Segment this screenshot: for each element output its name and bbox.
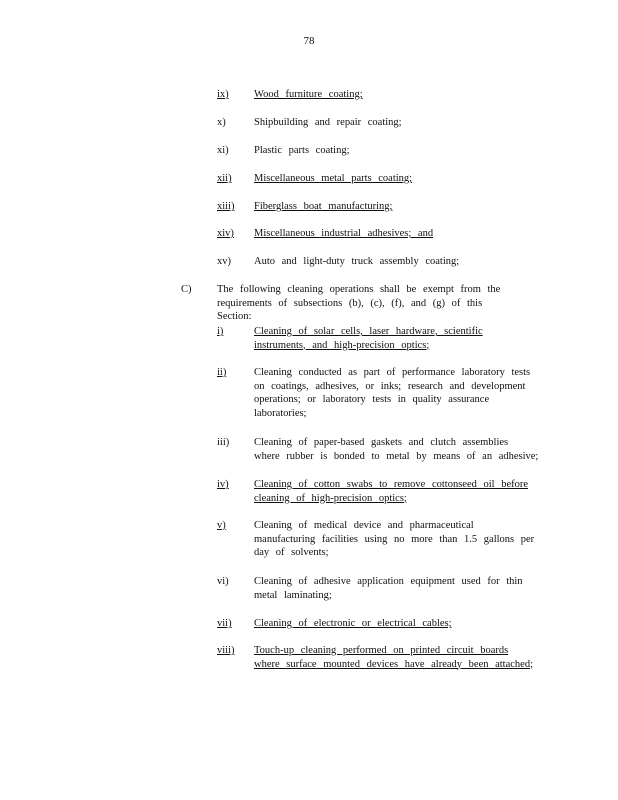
item-text: Fiberglass boat manufacturing; <box>254 201 393 212</box>
item-text: Wood furniture coating; <box>254 89 363 100</box>
item-number: iii) <box>217 437 230 448</box>
item-text: Cleaning of solar cells, laser hardware, scientific instruments, and high-precision optics; <box>254 326 483 351</box>
item-text: Plastic parts coating; <box>254 145 350 156</box>
section-letter: C) <box>181 284 192 295</box>
item-text: Touch-up cleaning performed on printed circuit boards where surface mounted devices have already been attached; <box>254 645 533 670</box>
item-number: iv) <box>217 479 229 490</box>
item-text: Cleaning of paper-based gaskets and clutch assemblies where rubber is bonded to metal by means of an adhesive; <box>254 437 539 462</box>
item-number: xiv) <box>217 228 234 239</box>
item-number: ix) <box>217 89 229 100</box>
item-text: Miscellaneous industrial adhesives; and <box>254 228 434 239</box>
item-number: xiii) <box>217 201 235 212</box>
item-number: x) <box>217 117 226 128</box>
item-text: Cleaning of electronic or electrical cables; <box>254 618 452 629</box>
section-text: The following cleaning operations shall be exempt from the requirements of subsections (b), (c), (f), and (g) of this Section: <box>217 284 501 322</box>
item-number: ii) <box>217 367 227 378</box>
item-text: Cleaning of medical device and pharmaceutical manufacturing facilities using no more than 1.5 gallons per day of solvents; <box>254 520 535 558</box>
item-text: Shipbuilding and repair coating; <box>254 117 402 128</box>
item-number: xi) <box>217 145 229 156</box>
item-number: viii) <box>217 645 235 656</box>
item-number: vi) <box>217 576 229 587</box>
item-text: Cleaning conducted as part of performance laboratory tests on coatings, adhesives, or inks; research and development operations; or laboratory tests in quality assurance laboratories; <box>254 367 531 419</box>
item-text: Miscellaneous metal parts coating; <box>254 173 413 184</box>
item-number: i) <box>217 326 224 337</box>
item-text: Auto and light-duty truck assembly coating; <box>254 256 460 267</box>
page-number: 78 <box>303 35 315 47</box>
item-text: Cleaning of adhesive application equipment used for thin metal laminating; <box>254 576 523 601</box>
item-number: v) <box>217 520 226 531</box>
item-text: Cleaning of cotton swabs to remove cottonseed oil before cleaning of high-precision optics; <box>254 479 529 504</box>
item-number: xv) <box>217 256 231 267</box>
item-number: xii) <box>217 173 232 184</box>
item-number: vii) <box>217 618 232 629</box>
